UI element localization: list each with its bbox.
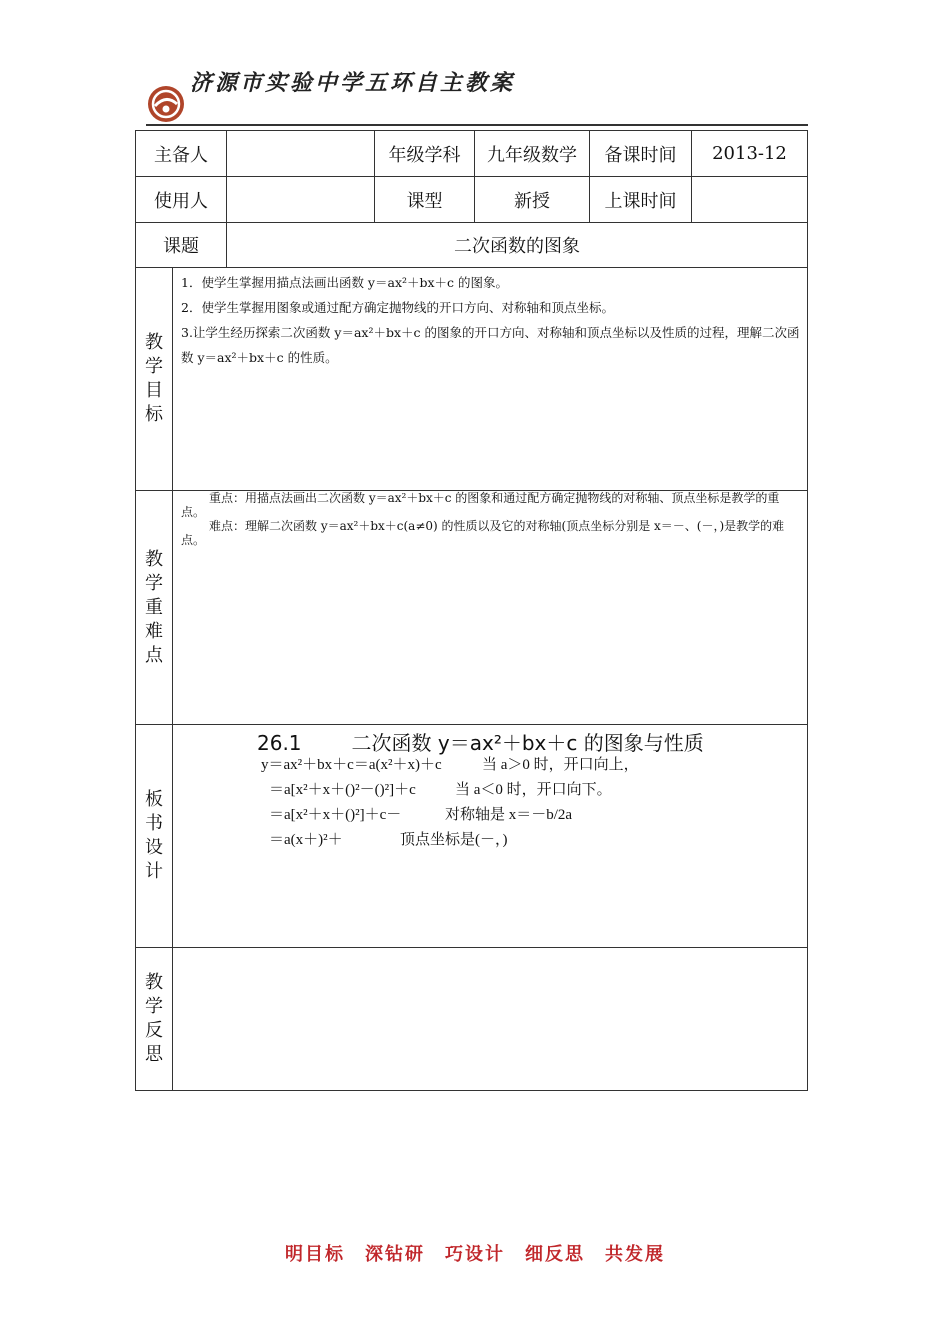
grade-subject-label: 年级学科 <box>375 131 475 177</box>
key-points-row <box>136 491 808 725</box>
goals-row <box>136 268 808 491</box>
difficulty-text: 难点：理解二次函数 y＝ax²＋bx＋c(a≠0) 的性质以及它的对称轴(顶点坐标分别是 x＝－、(－，)是教学的难点。 <box>181 519 785 547</box>
prep-time-label: 备课时间 <box>590 131 692 177</box>
key-points-content <box>173 491 808 725</box>
goals-content <box>173 268 808 491</box>
topic-value: 二次函数的图象 <box>227 223 808 268</box>
board-note: 顶点坐标是(－，) <box>400 832 508 848</box>
focus-text: 重点：用描点法画出二次函数 y＝ax²＋bx＋c 的图象和通过配方确定抛物线的对称轴、顶点坐标是教学的重点。 <box>181 491 780 519</box>
header-divider <box>146 124 808 126</box>
section-number: 26.1 <box>257 731 302 755</box>
key-points-label: 教 学 重 难 点 <box>136 491 173 725</box>
reflection-label: 教 学 反 思 <box>136 948 173 1091</box>
topic-row <box>136 223 808 268</box>
reflection-content <box>173 948 808 1091</box>
section-title: 二次函数 y＝ax²＋bx＋c 的图象与性质 <box>351 731 704 755</box>
prep-time-value: 2013-12 <box>692 131 808 177</box>
goal-item: 3.让学生经历探索二次函数 y＝ax²＋bx＋c 的图象的开口方向、对称轴和顶点坐标以及性质的过程，理解二次函数 y＝ax²＋bx＋c 的性质。 <box>181 325 800 365</box>
user-value <box>227 177 375 223</box>
board-note: 当 a＜0 时，开口向下。 <box>455 782 612 798</box>
preparer-value <box>227 131 375 177</box>
lesson-type-value: 新授 <box>475 177 590 223</box>
grade-subject-value: 九年级数学 <box>475 131 590 177</box>
footer-motto: 明目标 深钻研 巧设计 细反思 共发展 <box>285 1244 665 1265</box>
reflection-row <box>136 948 808 1091</box>
class-time-label: 上课时间 <box>590 177 692 223</box>
school-logo-icon <box>146 84 186 124</box>
board-line: ＝a[x²＋x＋()²－()²]＋c <box>269 782 416 798</box>
school-title: 济源市实验中学五环自主教案 <box>190 70 516 96</box>
goal-item: 2．使学生掌握用图象或通过配方确定抛物线的开口方向、对称轴和顶点坐标。 <box>181 300 614 315</box>
board-note: 对称轴是 x＝－b/2a <box>445 807 573 823</box>
lesson-plan-table <box>135 130 808 1091</box>
goals-label: 教 学 目 标 <box>136 268 173 491</box>
board-line: ＝a(x＋)²＋ <box>269 832 343 848</box>
info-row-user <box>136 177 808 223</box>
board-content <box>173 725 808 948</box>
board-line: ＝a[x²＋x＋()²]＋c－ <box>269 807 402 823</box>
board-row <box>136 725 808 948</box>
board-title <box>257 727 704 756</box>
topic-label: 课题 <box>136 223 227 268</box>
preparer-label: 主备人 <box>136 131 227 177</box>
info-row-preparer <box>136 131 808 177</box>
class-time-value <box>692 177 808 223</box>
user-label: 使用人 <box>136 177 227 223</box>
board-line: y＝ax²＋bx＋c＝a(x²＋x)＋c <box>261 757 442 773</box>
board-label: 板 书 设 计 <box>136 725 173 948</box>
lesson-type-label: 课型 <box>375 177 475 223</box>
board-note: 当 a＞0 时，开口向上， <box>482 757 639 773</box>
goal-item: 1．使学生掌握用描点法画出函数 y＝ax²＋bx＋c 的图象。 <box>181 275 509 290</box>
